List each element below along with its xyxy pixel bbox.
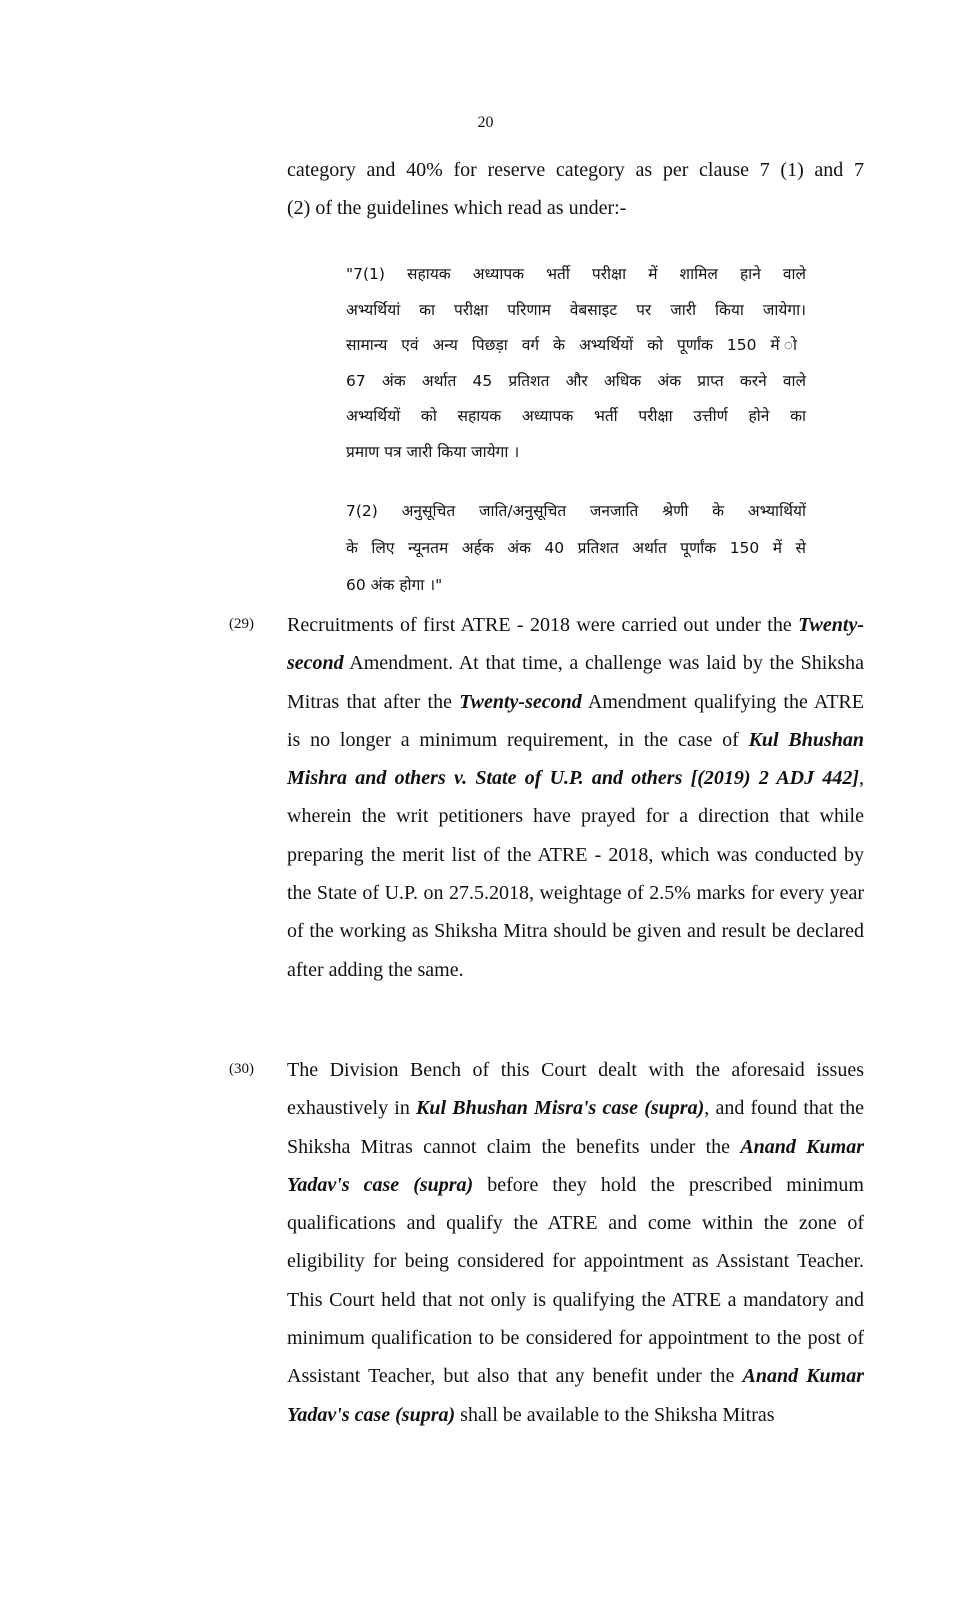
quote-line: "7(1) सहायक अध्यापक भर्ती परीक्षा में शामिल हाने वाले	[346, 265, 806, 283]
page-number: 20	[477, 114, 494, 131]
quote-line: के लिए न्यूनतम अर्हक अंक 40 प्रतिशत अर्थात पूर्णांक 150 में से	[346, 539, 806, 557]
case-citation: Anand Kumar Yadav's case (supra)	[287, 1365, 865, 1426]
paragraph-number-30: (30)	[229, 1061, 254, 1077]
paragraph-text: Amendment. At that time, a challenge was laid by the Shiksha Mitras that after the	[287, 652, 864, 713]
quote-line: 67 अंक अर्थात 45 प्रतिशत और अधिक अंक प्राप्त करने वाले	[346, 371, 806, 390]
text-line: (2) of the guidelines which read as under:-	[287, 197, 627, 220]
paragraph-text: , and found that the Shiksha Mitras cannot claim the benefits under the	[287, 1097, 864, 1158]
paragraph-30	[287, 1051, 864, 1434]
paragraph-text: , wherein the writ petitioners have prayed for a direction that while preparing the merit list of the ATRE - 2018, which was conducted by the State of U.P. on 27.5.2018, weightage of 2.5% marks for every year of the working as Shiksha Mitra should be given and result be declared after adding the same.	[287, 767, 864, 981]
intro-paragraph	[287, 151, 864, 228]
paragraph-29	[287, 606, 864, 989]
quote-line: अभ्यर्थियों को सहायक अध्यापक भर्ती परीक्षा उत्तीर्ण होने का	[346, 407, 806, 425]
paragraph-text: Recruitments of first ATRE - 2018 were carried out under the	[287, 614, 799, 636]
case-citation: Kul Bhushan Mishra and others v. State of U.P. and others [(2019) 2 ADJ 442]	[287, 728, 864, 790]
paragraph-text: The Division Bench of this Court dealt with the aforesaid issues exhaustively in	[287, 1059, 864, 1120]
italic-emphasis: Twenty-second	[287, 614, 864, 675]
paragraph-number-29: (29)	[229, 616, 254, 632]
quote-line: अभ्यर्थियां का परीक्षा परिणाम वेबसाइट पर जारी किया जायेगा।	[346, 300, 806, 319]
quote-line: 7(2) अनुसूचित जाति/अनुसूचित जनजाति श्रेणी के अभ्यार्थियों	[346, 502, 806, 520]
case-citation: Kul Bhushan Misra's case (supra)	[416, 1097, 705, 1120]
paragraph-text: Amendment qualifying the ATRE is no longer a minimum requirement, in the case of	[287, 690, 864, 751]
paragraph-text: before they hold the prescribed minimum qualifications and qualify the ATRE and come within the zone of eligibility for being considered for appointment as Assistant Teacher. This Court held that not only is qualifying the ATRE a mandatory and minimum qualification to be considered for appointment to the post of Assistant Teacher, but also that any benefit under the	[287, 1173, 864, 1388]
quote-line: 60 अंक होगा ।"	[346, 576, 443, 594]
case-citation: Anand Kumar Yadav's case (supra)	[287, 1135, 864, 1196]
italic-emphasis: Twenty-second	[459, 690, 582, 713]
hindi-quote-clause-7-1	[346, 257, 806, 470]
text-line: category and 40% for reserve category as per clause 7 (1) and 7	[287, 159, 864, 181]
paragraph-text: shall be available to the Shiksha Mitras	[455, 1403, 775, 1426]
hindi-quote-clause-7-2	[346, 493, 806, 604]
quote-line: सामान्य एवं अन्य पिछड़ा वर्ग के अभ्यर्थियों को पूर्णांक 150 में ो	[346, 336, 806, 354]
quote-line: प्रमाण पत्र जारी किया जायेगा ।	[346, 442, 520, 461]
